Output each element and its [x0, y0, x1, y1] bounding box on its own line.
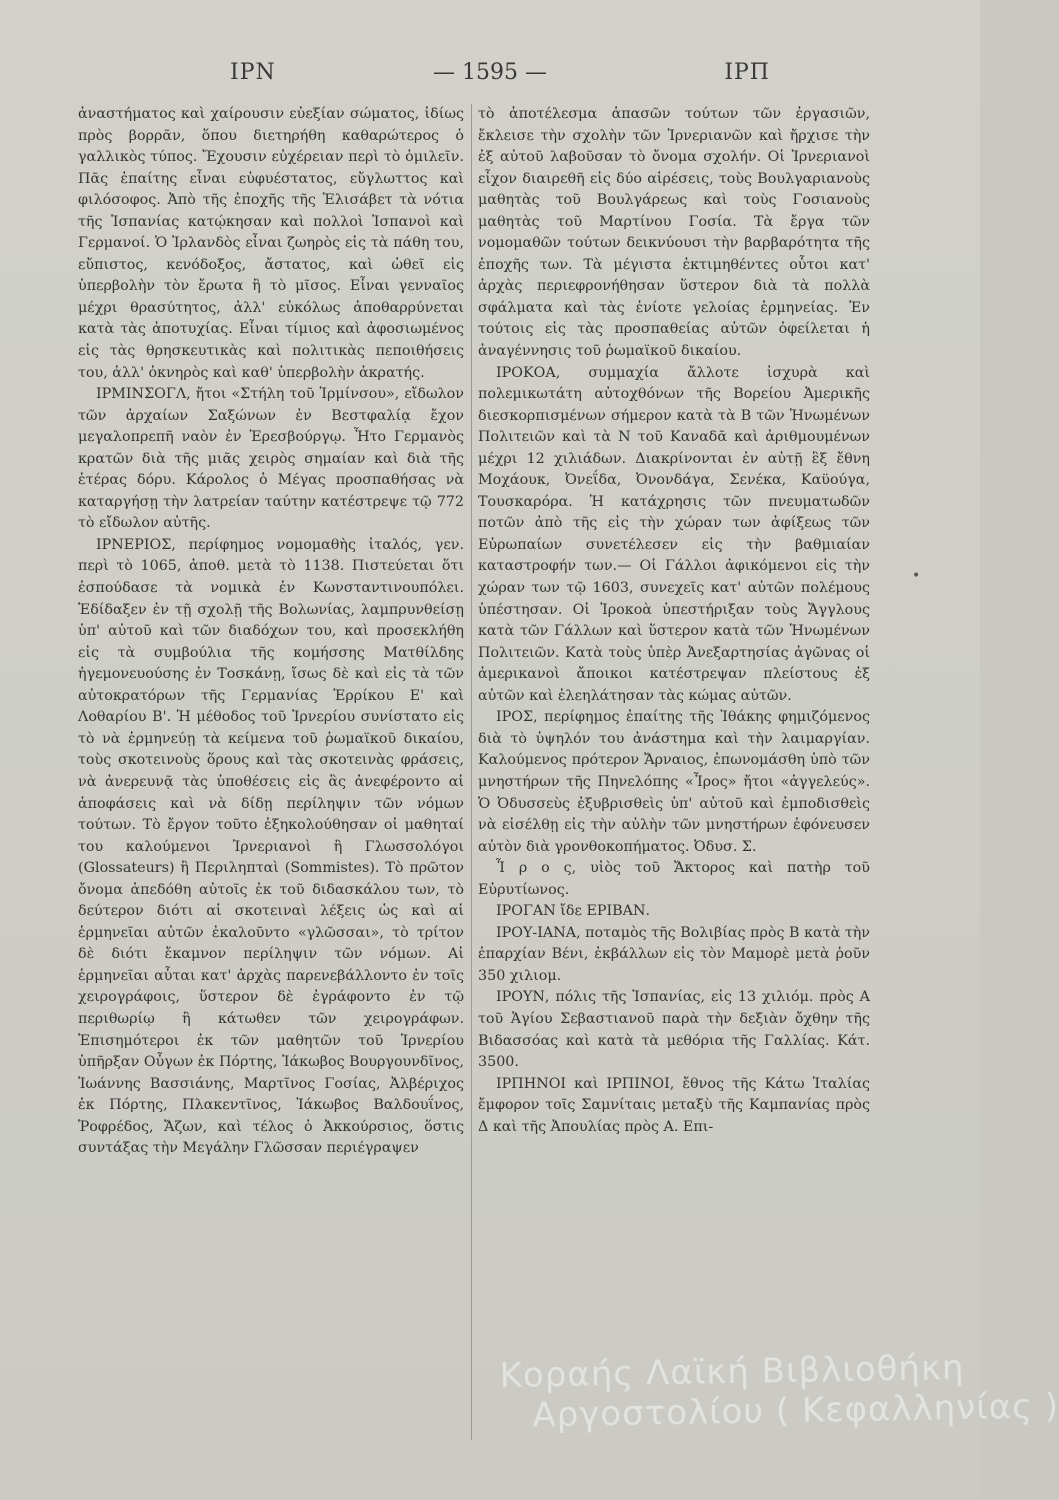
left-text-column	[78, 104, 464, 1480]
paragraph: ΙΡΟΥ-ΙΑΝΑ, ποταμὸς τῆς Βολιβίας πρὸς Β κατὰ τὴν ἐπαρχίαν Βένι, ἐκβάλλων εἰς τὸν Μαμορὲ μετὰ ῥοῦν 350 χιλιομ.	[478, 924, 870, 984]
paragraph: ΙΡΟΥΝ, πόλις τῆς Ἱσπανίας, εἰς 13 χιλιόμ. πρὸς Α τοῦ Ἁγίου Σεβαστιανοῦ παρὰ τὴν δεξιὰν ὄχθην τῆς Βιδασσόας καὶ κατὰ τὰ μεθόρια τῆς Γαλλίας. Κάτ. 3500.	[478, 989, 870, 1071]
header-left-guideword: ΙΡΝ	[230, 60, 276, 85]
paragraph: ΙΡΜΙΝΣΟΓΛ, ἤτοι «Στήλη τοῦ Ἰρμίνσου», εἴδωλον τῶν ἀρχαίων Σαξώνων ἐν Βεστφαλίᾳ ἔχον μεγαλοπρεπῆ ναὸν ἐν Ἐρεσβούργῳ. Ἦτο Γερμανὸς κρατῶν διὰ τῆς μιᾶς χειρὸς σημαίαν καὶ διὰ τῆς ἑτέρας δόρυ. Κάρολος ὁ Μέγας προσπαθήσας νὰ καταργήσῃ τὴν λατρείαν ταύτην κατέστρεψε τῷ 772 τὸ εἴδωλον αὐτῆς.	[78, 386, 464, 532]
watermark-line: Κοραής Λαϊκή Βιβλιοθήκη	[499, 1347, 965, 1397]
paragraph: ΙΡΝΕΡΙΟΣ, περίφημος νομομαθὴς ἰταλός, γεν. περὶ τὸ 1065, ἀποθ. μετὰ τὸ 1138. Πιστεύεται ὅτι ἐσπούδασε τὰ νομικὰ ἐν Κωνσταντινουπόλει. Ἐδίδαξεν ἐν τῇ σχολῇ τῆς Βολωνίας, λαμπρυνθείσῃ ὑπ' αὐτοῦ καὶ τῶν διαδόχων του, καὶ προσεκλήθη εἰς τὰ συμβούλια τῆς κομήσσης Ματθίλδης ἡγεμονευούσης ἐν Τοσκάνῃ, ἴσως δὲ καὶ εἰς τὰ τῶν αὐτοκρατόρων τῆς Γερμανίας Ἑρρίκου Ε' καὶ Λοθαρίου Β'. Ἡ μέθοδος τοῦ Ἰρνερίου συνίστατο εἰς τὸ νὰ ἑρμηνεύῃ τὰ κείμενα τοῦ ῥωμαϊκοῦ δικαίου, τοὺς σκοτεινοὺς ὅρους καὶ τὰς σκοτεινὰς φράσεις, νὰ ἀνερευνᾷ τὰς ὑποθέσεις εἰς ἃς ἀνεφέροντο αἱ ἀποφάσεις καὶ νὰ δίδῃ περίληψιν τῶν νόμων τούτων. Τὸ ἔργον τοῦτο ἐξηκολούθησαν οἱ μαθηταί του καλούμενοι Ἰρνεριανοὶ ἢ Γλωσσολόγοι (Glossateurs) ἢ Περιληπταὶ (Sommistes). Τὸ πρῶτον ὄνομα ἀπεδόθη αὐτοῖς ἐκ τοῦ διδασκάλου των, τὸ δεύτερον διότι αἱ σκοτειναὶ λέξεις ὡς καὶ αἱ ἑρμηνεῖαι αὐτῶν ἐκαλοῦντο «γλῶσσαι», τὸ τρίτον δὲ διότι ἔκαμνον περίληψιν τῶν νόμων. Αἱ ἑρμηνεῖαι αὗται κατ' ἀρχὰς παρενεβάλλοντο ἐν τοῖς χειρογράφοις, ὕστερον δὲ ἐγράφοντο ἐν τῷ περιθωρίῳ ἢ κάτωθεν τῶν χειρογράφων. Ἐπισημότεροι ἐκ τῶν μαθητῶν τοῦ Ἰρνερίου ὑπῆρξαν Οὖγων ἐκ Πόρτης, Ἰάκωβος Βουργουνδῖνος, Ἰωάννης Βασσιάνης, Μαρτῖνος Γοσίας, Ἀλβέριχος ἐκ Πόρτης, Πλακεντῖνος, Ἰάκωβος Βαλδουΐνος, Ῥοφρέδος, Ἄζων, καὶ τέλος ὁ Ἀκκούρσιος, ὅστις συντάξας τὴν Μεγάλην Γλῶσσαν περιέγραψεν	[78, 536, 464, 1157]
watermark-line: Αργοστολίου ( Κεφαλληνίας )	[532, 1386, 1059, 1436]
paragraph: ΙΡΟΓΑΝ ἴδε ΕΡΙΒΑΝ.	[496, 903, 651, 920]
paragraph: τὸ ἀποτέλεσμα ἁπασῶν τούτων τῶν ἐργασιῶν, ἔκλεισε τὴν σχολὴν τῶν Ἰρνεριανῶν καὶ ἤρχισε τὴν ἐξ αὐτοῦ λαβοῦσαν τὸ ὄνομα σχολήν. Οἱ Ἰρνεριανοὶ εἶχον διαιρεθῆ εἰς δύο αἱρέσεις, τοὺς Βουλγαριανοὺς μαθητὰς τοῦ Βουλγάρεως καὶ τοὺς Γοσιανοὺς μαθητὰς τοῦ Μαρτίνου Γοσία. Τὰ ἔργα τῶν νομομαθῶν τούτων δεικνύουσι τὴν βαρβαρότητα τῆς ἐποχῆς των. Τὰ μέγιστα ἐκτιμηθέντες οὗτοι κατ' ἀρχὰς περιεφρονήθησαν ὕστερον διὰ τὰ πολλὰ σφάλματα καὶ τὰς ἐνίοτε γελοίας ἑρμηνείας. Ἐν τούτοις εἰς τὰς προσπαθείας αὐτῶν ὀφείλεται ἡ ἀναγέννησις τοῦ ῥωμαϊκοῦ δικαίου.	[478, 106, 870, 360]
running-header	[60, 54, 920, 94]
paragraph: ΙΡΟΣ, περίφημος ἐπαίτης τῆς Ἰθάκης φημιζόμενος διὰ τὸ ὑψηλόν του ἀνάστημα καὶ τὴν λαιμαργίαν. Καλούμενος πρότερον Ἄρναιος, ἐπωνομάσθη ὑπὸ τῶν μνηστήρων τῆς Πηνελόπης «Ἶρος» ἤτοι «ἀγγελεύς». Ὁ Ὀδυσσεὺς ἐξυβρισθεὶς ὑπ' αὐτοῦ καὶ ἐμποδισθεὶς νὰ εἰσέλθῃ εἰς τὴν αὐλὴν τῶν μνηστήρων ἐφόνευσεν αὐτὸν διὰ γρονθοκοπήματος. Ὀδυσ. Σ.	[478, 709, 870, 855]
column-divider	[471, 104, 472, 1440]
page-number: — 1595 —	[433, 60, 547, 85]
paragraph: ἀναστήματος καὶ χαίρουσιν εὐεξίαν σώματος, ἰδίως πρὸς βορρᾶν, ὅπου διετηρήθη καθαρώτερος ὁ γαλλικὸς τύπος. Ἔχουσιν εὐχέρειαν περὶ τὸ ὁμιλεῖν. Πᾶς ἐπαίτης εἶναι εὐφυέστατος, εὔγλωττος καὶ φιλόσοφος. Ἀπὸ τῆς ἐποχῆς τῆς Ἐλισάβετ τὰ νότια τῆς Ἱσπανίας κατῴκησαν καὶ πολλοὶ Ἱσπανοὶ καὶ Γερμανοί. Ὁ Ἰρλανδὸς εἶναι ζωηρὸς εἰς τὰ πάθη του, εὔπιστος, κενόδοξος, ἄστατος, καὶ ὠθεῖ εἰς ὑπερβολὴν τὸν ἔρωτα ἢ τὸ μῖσος. Εἶναι γενναῖος μέχρι θρασύτητος, ἀλλ' εὐκόλως ἀποθαρρύνεται κατὰ τὰς ἀποτυχίας. Εἶναι τίμιος καὶ ἀφοσιωμένος εἰς τὰς θρησκευτικὰς καὶ πολιτικὰς πεποιθήσεις του, ἀλλ' ὀκνηρὸς καὶ καθ' ὑπερβολὴν ἀκρατής.	[78, 106, 464, 381]
header-right-guideword: ΙΡΠ	[724, 60, 770, 85]
right-text-column	[478, 104, 870, 1480]
paragraph: ΙΡΟΚΟΑ, συμμαχία ἄλλοτε ἰσχυρὰ καὶ πολεμικωτάτη αὐτοχθόνων τῆς Βορείου Ἀμερικῆς διεσκορπισμένων σήμερον κατὰ τὰ Β τῶν Ἡνωμένων Πολιτειῶν καὶ τὰ Ν τοῦ Καναδᾶ καὶ ἀριθμουμένων μέχρι 12 χιλιάδων. Διακρίνονται ἐν αὐτῇ ἓξ ἔθνη Μοχάουκ, Ὀνεΐδα, Ὀνονδάγα, Σενέκα, Καϋούγα, Τουσκαρόρα. Ἡ κατάχρησις τῶν πνευματωδῶν ποτῶν ἀπὸ τῆς εἰς τὴν χώραν των ἀφίξεως τῶν Εὐρωπαίων συνετέλεσεν εἰς τὴν βαθμιαίαν καταστροφήν των.— Οἱ Γάλλοι ἀφικόμενοι εἰς τὴν χώραν των τῷ 1603, συνεχεῖς κατ' αὐτῶν πολέμους ὑπέστησαν. Οἱ Ἰροκοὰ ὑπεστήριξαν τοὺς Ἄγγλους κατὰ τῶν Γάλλων καὶ ὕστερον κατὰ τῶν Ἡνωμένων Πολιτειῶν. Κατὰ τοὺς ὑπὲρ Ἀνεξαρτησίας ἀγῶνας οἱ ἀμερικανοὶ ἄποικοι κατέστρεψαν πλείστους ἐξ αὐτῶν καὶ ἐλεηλάτησαν τὰς κώμας αὐτῶν.	[478, 364, 870, 704]
paragraph: Ἶ ρ ο ς, υἱὸς τοῦ Ἄκτορος καὶ πατὴρ τοῦ Εὐρυτίωνος.	[478, 860, 870, 898]
paragraph: ΙΡΠΗΝΟΙ καὶ ΙΡΠΙΝΟΙ, ἔθνος τῆς Κάτω Ἰταλίας ἔμφορον τοῖς Σαμνίταις μεταξὺ τῆς Καμπανίας πρὸς Δ καὶ τῆς Ἀπουλίας πρὸς Α. Επι-	[478, 1075, 870, 1135]
margin-mark: •	[912, 568, 921, 584]
library-watermark	[499, 1347, 1059, 1436]
